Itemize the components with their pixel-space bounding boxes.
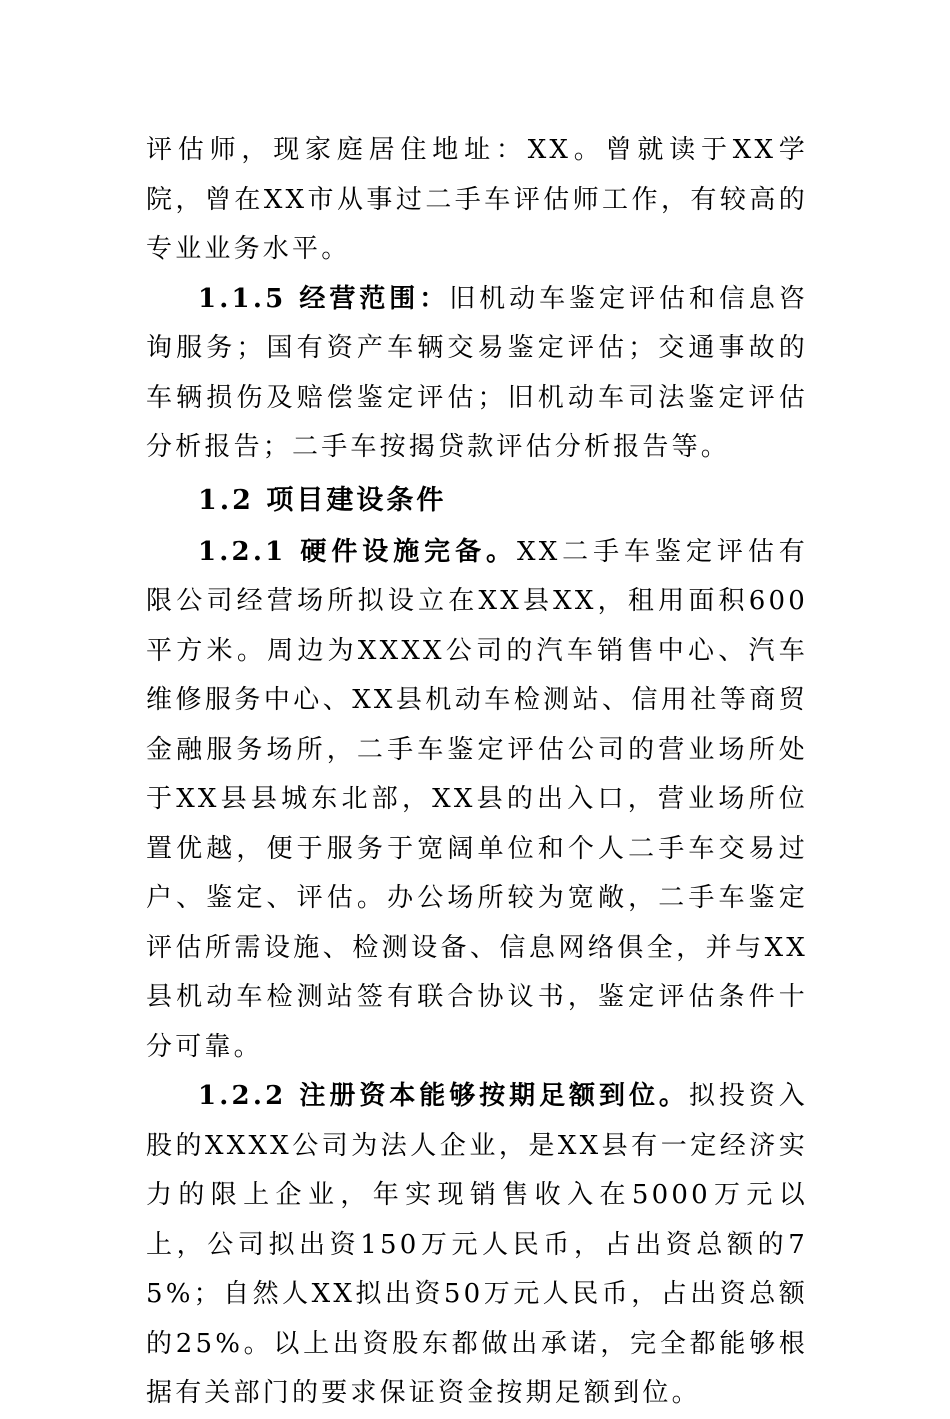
section-heading: 1.2 项目建设条件 — [198, 484, 447, 516]
paragraph-text: 评估师，现家庭居住地址：XX。曾就读于XX学院，曾在XX市从事过二手车评估师工作，有较高的专业业务水平。 — [146, 135, 808, 264]
paragraph-text: XX二手车鉴定评估有限公司经营场所拟设立在XX县XX，租用面积600平方米。周边为XXXX公司的汽车销售中心、汽车维修服务中心、XX县机动车检测站、信用社等商贸金融服务场所，二手车鉴定评估公司的营业场所处于XX县县城东北部，XX县的出入口，营业场所位置优越，便于服务于宽阔单位和个人二手车交易过户、鉴定、评估。办公场所较为宽敞，二手车鉴定评估所需设施、检测设备、信息网络俱全，并与XX县机动车检测站签有联合协议书，鉴定评估条件十分可靠。 — [146, 536, 808, 1062]
paragraph-staff-background — [146, 126, 808, 275]
paragraph-heading: 1.1.5 经营范围： — [198, 283, 450, 314]
paragraph-text: 拟投资入股的XXXX公司为法人企业，是XX县有一定经济实力的限上企业，年实现销售收入在5000万元以上，公司拟出资150万元人民币，占出资总额的75%；自然人XX拟出资50万元人民币，占出资总额的25%。以上出资股东都做出承诺，完全都能够根据有关部门的要求保证资金按期足额到位。 — [146, 1081, 808, 1408]
paragraph-business-scope — [146, 275, 808, 473]
paragraph-heading: 1.2.2 注册资本能够按期足额到位。 — [198, 1081, 689, 1111]
paragraph-text: 旧机动车鉴定评估和信息咨询服务；国有资产车辆交易鉴定评估；交通事故的车辆损伤及赔偿鉴定评估；旧机动车司法鉴定评估分析报告；二手车按揭贷款评估分析报告等。 — [146, 283, 808, 462]
paragraph-registered-capital — [146, 1072, 808, 1419]
document-page — [146, 126, 808, 1419]
paragraph-hardware-facilities — [146, 528, 808, 1073]
paragraph-heading: 1.2.1 硬件设施完备。 — [198, 536, 517, 567]
